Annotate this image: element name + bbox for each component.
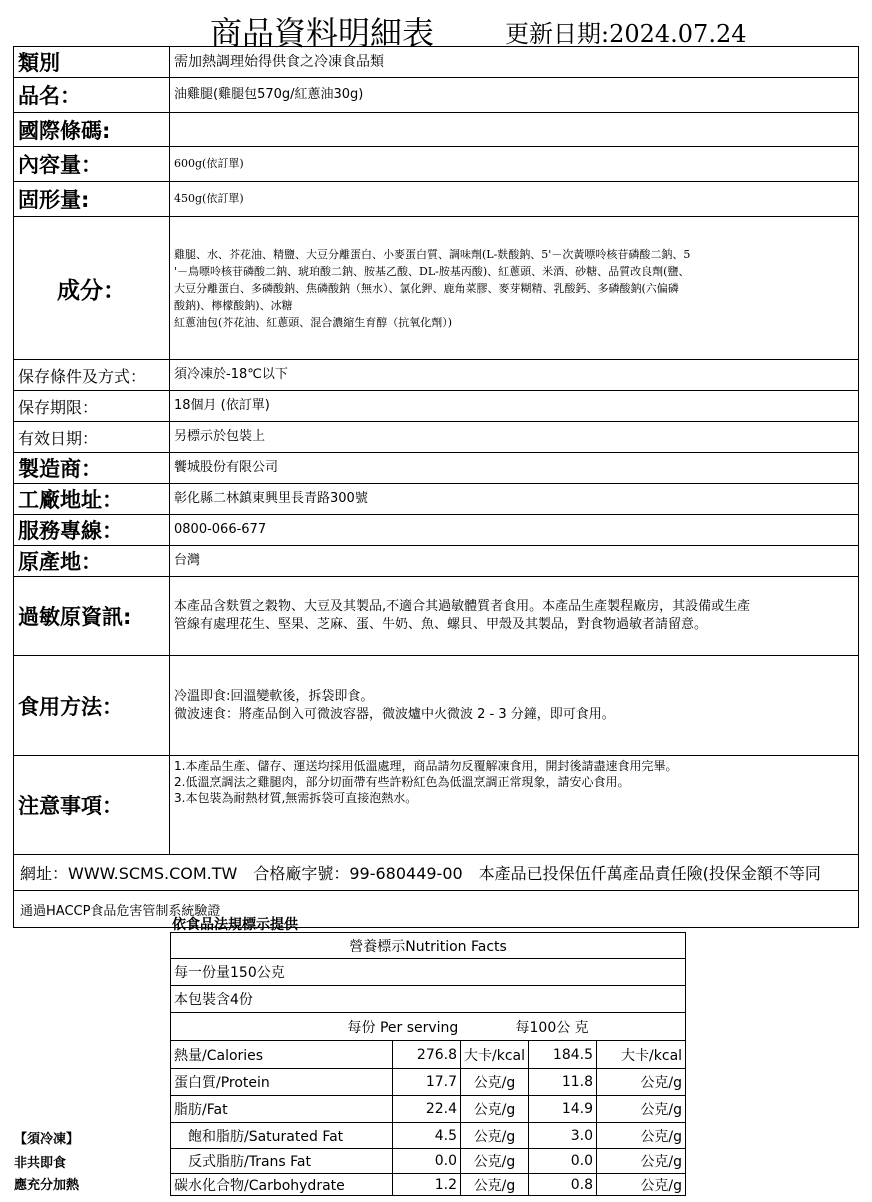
per-serving-value: 22.4 xyxy=(393,1096,461,1123)
category-label: 類別 xyxy=(14,47,170,78)
serving-size: 每一份量150公克 xyxy=(171,959,686,986)
nutrition-row xyxy=(171,1069,686,1096)
service-label: 服務專線： xyxy=(14,515,170,546)
maker-label: 製造商： xyxy=(14,453,170,484)
website-text: 網址：WWW.SCMS.COM.TW 合格廠字號：99-680449-00 本產品已投保伍仟萬產品責任險(投保金額不等同 xyxy=(14,855,859,891)
per-100g-unit: 公克/g xyxy=(597,1123,686,1149)
category-value: 需加熱調理始得供食之冷凍食品類 xyxy=(170,47,859,78)
nutrient-name: 熱量/Calories xyxy=(171,1041,393,1069)
haccp-text: 通過HACCP食品危害管制系統驗證 xyxy=(14,891,859,928)
row-name xyxy=(14,78,859,113)
shelf-label: 保存期限： xyxy=(14,391,170,422)
origin-value: 台灣 xyxy=(170,546,859,577)
servings-count: 本包裝含4份 xyxy=(171,986,686,1013)
notes-line: 2.低溫烹調法之雞腿肉，部分切面帶有些許粉紅色為低溫烹調正常現象，請安心食用。 xyxy=(174,775,630,789)
factory-label: 工廠地址： xyxy=(14,484,170,515)
expiry-label: 有效日期： xyxy=(14,422,170,453)
usage-line: 微波速食：將產品倒入可微波容器，微波爐中火微波 2 - 3 分鐘，即可食用。 xyxy=(174,706,615,722)
row-barcode xyxy=(14,113,859,147)
origin-label: 原產地： xyxy=(14,546,170,577)
expiry-value: 另標示於包裝上 xyxy=(170,422,859,453)
solid-value: 450g(依訂單) xyxy=(170,182,859,217)
per-100g-unit: 大卡/kcal xyxy=(597,1041,686,1069)
row-ingredients xyxy=(14,217,859,360)
barcode-value xyxy=(170,113,859,147)
per-serving-value: 276.8 xyxy=(393,1041,461,1069)
per-serving-unit: 公克/g xyxy=(461,1123,529,1149)
per-serving-unit: 公克/g xyxy=(461,1174,529,1196)
nutrition-row xyxy=(171,1041,686,1069)
nutrition-header-row xyxy=(171,1013,686,1041)
storage-label: 保存條件及方式： xyxy=(14,360,170,391)
nutrient-name: 蛋白質/Protein xyxy=(171,1069,393,1096)
serving-row xyxy=(171,959,686,986)
row-haccp xyxy=(14,891,859,928)
factory-value: 彰化縣二林鎮東興里長青路300號 xyxy=(170,484,859,515)
per-serving-header: 每份 Per serving xyxy=(348,1013,484,1041)
per-100g-unit: 公克/g xyxy=(597,1149,686,1174)
per-100g-value: 0.8 xyxy=(529,1174,597,1196)
update-date: 更新日期:2024.07.24 xyxy=(505,20,747,48)
solid-label: 固形量: xyxy=(14,182,170,217)
servings-row xyxy=(171,986,686,1013)
per-100g-unit: 公克/g xyxy=(597,1174,686,1196)
ingredients-line: 雞腿、水、芥花油、精鹽、大豆分離蛋白、小麥蛋白質、調味劑(L-麩酸鈉、5'－次黃嘌呤核苷磷酸二鈉、5 xyxy=(174,247,691,261)
row-usage xyxy=(14,656,859,756)
notes-line: 1.本產品生產、儲存、運送均採用低溫處理，商品請勿反覆解凍食用，開封後請盡速食用完畢。 xyxy=(174,759,678,773)
row-factory xyxy=(14,484,859,515)
content-value: 600g(依訂單) xyxy=(170,147,859,182)
nutrition-title-row xyxy=(171,933,686,959)
nutrition-title: 營養標示Nutrition Facts xyxy=(171,933,686,959)
per-serving-unit: 大卡/kcal xyxy=(461,1041,529,1069)
nutrient-name: 飽和脂肪/Saturated Fat xyxy=(171,1123,393,1149)
row-content xyxy=(14,147,859,182)
per-serving-value: 4.5 xyxy=(393,1123,461,1149)
content-label: 內容量： xyxy=(14,147,170,182)
row-expiry xyxy=(14,422,859,453)
nutrition-row xyxy=(171,1096,686,1123)
allergen-label: 過敏原資訊: xyxy=(14,577,170,656)
heat-note: 應充分加熱 xyxy=(14,1178,80,1193)
service-value: 0800-066-677 xyxy=(170,515,859,546)
per-100g-header: 每100公 克 xyxy=(513,1013,670,1041)
row-category xyxy=(14,47,859,78)
ingredients-line: 大豆分離蛋白、多磷酸鈉、焦磷酸鈉（無水）、氯化鉀、鹿角菜膠、麥芽糊精、乳酸鈣、多磷酸鈉(六偏磷 xyxy=(174,281,679,295)
nutrient-name: 反式脂肪/Trans Fat xyxy=(171,1149,393,1174)
per-serving-unit: 公克/g xyxy=(461,1149,529,1174)
not-ready-note: 非共即食 xyxy=(14,1156,67,1171)
per-serving-value: 1.2 xyxy=(393,1174,461,1196)
per-100g-unit: 公克/g xyxy=(597,1096,686,1123)
row-solid xyxy=(14,182,859,217)
nutrient-name: 碳水化合物/Carbohydrate xyxy=(171,1174,393,1196)
ingredients-line: 紅蔥油包(芥花油、紅蔥頭、混合濃縮生育醇（抗氧化劑）) xyxy=(174,315,453,329)
row-shelf-life xyxy=(14,391,859,422)
allergen-line: 本產品含麩質之穀物、大豆及其製品,不適合其過敏體質者食用。本產品生產製程廠房，其設備或生產 xyxy=(174,599,751,614)
usage-line: 冷溫即食:回溫變軟後，拆袋即食。 xyxy=(174,688,374,704)
row-allergen xyxy=(14,577,859,656)
notes-value xyxy=(170,756,859,855)
row-service xyxy=(14,515,859,546)
usage-label: 食用方法： xyxy=(14,656,170,756)
per-serving-value: 0.0 xyxy=(393,1149,461,1174)
per-serving-unit: 公克/g xyxy=(461,1096,529,1123)
per-serving-value: 17.7 xyxy=(393,1069,461,1096)
nutrition-row xyxy=(171,1123,686,1149)
frozen-note: 【須冷凍】 xyxy=(14,1132,80,1147)
allergen-value xyxy=(170,577,859,656)
ingredients-line: 酸鈉)、檸檬酸鈉)、冰糖 xyxy=(174,298,293,312)
page-title: 商品資料明細表 xyxy=(210,14,435,52)
notes-label: 注意事項： xyxy=(14,756,170,855)
per-100g-value: 11.8 xyxy=(529,1069,597,1096)
per-100g-value: 0.0 xyxy=(529,1149,597,1174)
usage-value xyxy=(170,656,859,756)
row-storage xyxy=(14,360,859,391)
nutrition-row xyxy=(171,1174,686,1196)
shelf-value: 18個月 (依訂單) xyxy=(170,391,859,422)
name-value: 油雞腿(雞腿包570g/紅蔥油30g) xyxy=(170,78,859,113)
row-origin xyxy=(14,546,859,577)
nutrition-table xyxy=(170,932,686,1196)
per-serving-unit: 公克/g xyxy=(461,1069,529,1096)
maker-value: 饗城股份有限公司 xyxy=(170,453,859,484)
storage-value: 須冷凍於-18℃以下 xyxy=(170,360,859,391)
nutrition-items xyxy=(171,1041,686,1196)
notes-line: 3.本包裝為耐熱材質,無需拆袋可直接泡熱水。 xyxy=(174,791,418,805)
product-spec-table xyxy=(13,46,859,928)
row-notes xyxy=(14,756,859,855)
allergen-line: 管線有處理花生、堅果、芝麻、蛋、牛奶、魚、螺貝、甲殼及其製品，對食物過敏者請留意。 xyxy=(174,617,708,632)
name-label: 品名： xyxy=(14,78,170,113)
per-100g-unit: 公克/g xyxy=(597,1069,686,1096)
nutrition-row xyxy=(171,1149,686,1174)
ingredients-value xyxy=(170,217,859,360)
row-website xyxy=(14,855,859,891)
per-100g-value: 3.0 xyxy=(529,1123,597,1149)
per-100g-value: 184.5 xyxy=(529,1041,597,1069)
row-maker xyxy=(14,453,859,484)
per-100g-value: 14.9 xyxy=(529,1096,597,1123)
ingredients-label: 成分： xyxy=(14,217,170,360)
law-note: 依食品法規標示提供 xyxy=(172,917,298,933)
ingredients-line: '－鳥嘌呤核苷磷酸二鈉、琥珀酸二鈉、胺基乙酸、DL-胺基丙酸)、紅蔥頭、米酒、砂糖、品質改良劑(鹽、 xyxy=(174,264,690,278)
barcode-label: 國際條碼: xyxy=(14,113,170,147)
nutrient-name: 脂肪/Fat xyxy=(171,1096,393,1123)
